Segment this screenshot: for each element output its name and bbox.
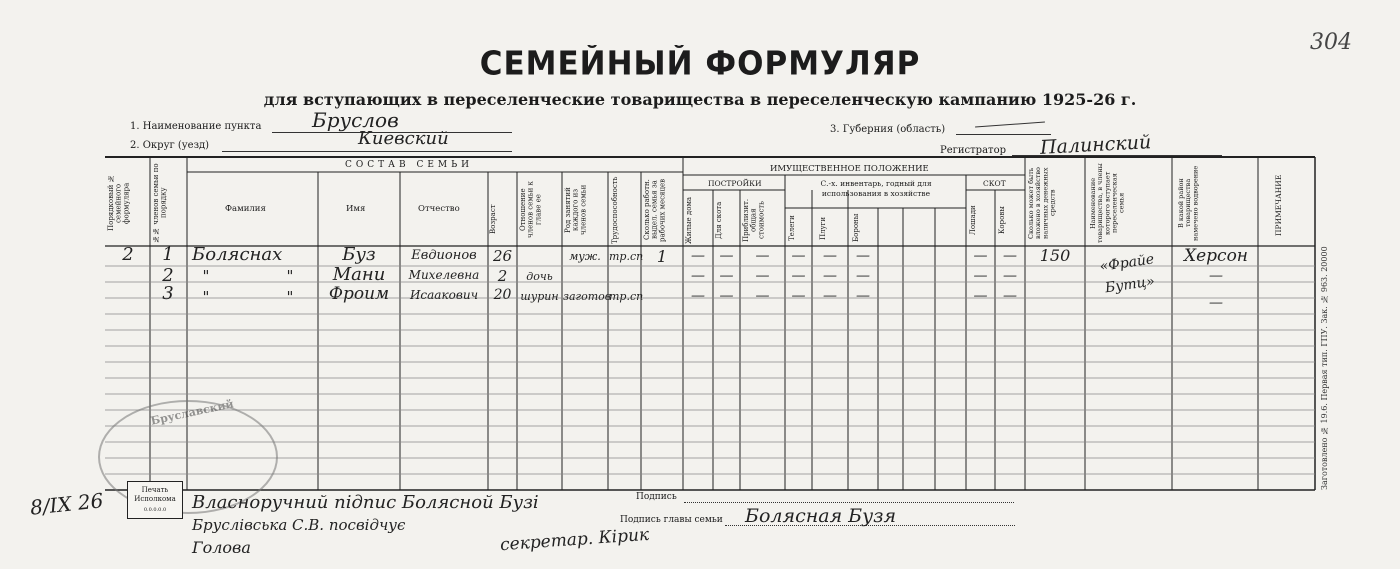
point-label: 1. Наименование пункта bbox=[130, 121, 262, 132]
row2-cattle: — bbox=[719, 268, 734, 284]
header-surname: Фамилия bbox=[225, 204, 266, 214]
okrug-value: Киевский bbox=[358, 128, 449, 149]
row1-age: 26 bbox=[492, 247, 513, 265]
point-value: Бруслов bbox=[312, 108, 399, 132]
inventory-section-header: С.-х. инвентарь, годный для использования в хозяйстве bbox=[820, 179, 932, 198]
row1-cows: — bbox=[1003, 248, 1017, 264]
row2-cows: — bbox=[1003, 268, 1017, 284]
row1-cattle: — bbox=[719, 248, 734, 264]
row3-surname-ditto: " bbox=[202, 288, 210, 306]
row3-age: 20 bbox=[493, 287, 512, 303]
row2-age: 2 bbox=[497, 267, 508, 285]
livestock-section-header: СКОТ bbox=[983, 179, 1006, 188]
row3-surname-ditto-2: " bbox=[286, 288, 294, 306]
row2-horses: — bbox=[973, 268, 988, 284]
row3-name: Фроим bbox=[328, 284, 390, 304]
row2-harrows: — bbox=[856, 268, 870, 284]
form-title: СЕМЕЙНЫЙ ФОРМУЛЯР bbox=[479, 45, 921, 83]
row1-cost: — bbox=[755, 248, 770, 264]
row1-name: Буз bbox=[342, 244, 376, 265]
row3-occupation: заготов bbox=[563, 290, 612, 303]
header-work-capacity: Трудоспособность bbox=[611, 176, 619, 244]
row2-surname-ditto: " bbox=[202, 267, 210, 285]
row1-occupation: муж. bbox=[569, 250, 601, 263]
property-section-header: ИМУЩЕСТВЕННОЕ ПОЛОЖЕНИЕ bbox=[770, 164, 929, 174]
row3-work-capacity: тр.сп bbox=[609, 290, 644, 303]
row1-formular-no: 2 bbox=[122, 244, 134, 265]
row1-surname: Боляснах bbox=[192, 244, 283, 265]
row2-cost: — bbox=[755, 268, 770, 284]
row3-member-no: 3 bbox=[162, 283, 174, 304]
form-subtitle: для вступающих в переселенческие товарищества в переселенческую кампанию 1925-26 г. bbox=[263, 90, 1137, 109]
header-plows: Плуги bbox=[819, 216, 827, 240]
head-signature-value: Болясная Бузя bbox=[745, 505, 897, 527]
row3-horses: — bbox=[973, 288, 988, 304]
row1-funds: 150 bbox=[1039, 246, 1071, 265]
header-work-years: Сколько работн. выдел. семья за рабочих месяцев bbox=[643, 178, 667, 242]
row1-houses: — bbox=[691, 248, 705, 264]
header-horses: Лошади bbox=[969, 205, 977, 235]
seal-code: 0.0.0.0.0 bbox=[143, 507, 167, 514]
header-cows: Коровы bbox=[998, 206, 1006, 234]
header-age: Возраст bbox=[489, 204, 497, 234]
registrar-value: Палинский bbox=[1039, 131, 1152, 159]
stamp-text: Бруславский bbox=[149, 397, 235, 428]
header-formular-no: Порядковый № семейного формуляра bbox=[107, 174, 131, 232]
header-partnership-name: Наименование товарищества, в члены которого вступает переселенческая семья bbox=[1089, 163, 1126, 243]
row1-patronymic: Евдионов bbox=[411, 248, 477, 263]
row3-carts: — bbox=[791, 288, 806, 304]
buildings-section-header: ПОСТРОЙКИ bbox=[708, 179, 762, 188]
seal-box bbox=[127, 481, 183, 519]
header-region: В какой район товарищества намечено водворение bbox=[1177, 165, 1200, 241]
header-approx-cost: Приблизит. общая стоимость bbox=[742, 198, 766, 242]
row2-member-no: 2 bbox=[162, 265, 174, 286]
row1-harrows: — bbox=[856, 248, 870, 264]
row3-houses: — bbox=[691, 288, 705, 304]
okrug-label: 2. Округ (уезд) bbox=[130, 140, 210, 151]
footer-note-line3: Голова bbox=[192, 538, 251, 557]
row2-houses: — bbox=[691, 268, 705, 284]
row1-region: Херсон bbox=[1184, 246, 1248, 266]
header-patronymic: Отчество bbox=[418, 204, 460, 214]
row1-plows: — bbox=[823, 248, 837, 264]
row1-work-years: 1 bbox=[656, 247, 668, 266]
row2-patronymic: Михелевна bbox=[408, 268, 480, 282]
row3-cattle: — bbox=[719, 288, 734, 304]
side-print: Заготовлено № 19.6. Первая тип. ГПУ. Зак. № 963. 20000 bbox=[1320, 246, 1329, 490]
signature-label: Подпись bbox=[636, 492, 677, 502]
page-number: 304 bbox=[1310, 30, 1352, 55]
footer-note-line1: Власноручний підпис Болясной Бузі bbox=[192, 492, 539, 513]
row1-horses: — bbox=[973, 248, 988, 264]
header-houses: Жилые дома bbox=[685, 196, 693, 244]
header-carts: Телеги bbox=[788, 215, 796, 241]
head-signature-label: Подпись главы семьи bbox=[620, 515, 723, 525]
row3-region: — bbox=[1209, 295, 1223, 311]
row1-carts: — bbox=[791, 248, 806, 264]
row2-carts: — bbox=[791, 268, 806, 284]
header-funds: Сколько может быть вложено в хозяйство наличных денежных средств bbox=[1027, 167, 1057, 239]
header-relation: Отношение членов семьи к главе ее bbox=[519, 181, 543, 239]
header-occupation: Род занятий каждого из членов семьи bbox=[564, 184, 588, 236]
row3-cost: — bbox=[755, 288, 770, 304]
header-member-no: №№ членов семьи по порядку bbox=[152, 163, 168, 243]
header-cattle-buildings: Для скота bbox=[715, 201, 723, 239]
row2-plows: — bbox=[823, 268, 837, 284]
row3-patronymic: Исаакович bbox=[409, 288, 479, 302]
footer-date: 8/IX 26 bbox=[28, 488, 105, 520]
header-harrows: Бороны bbox=[852, 213, 860, 243]
footer-secretary: секретар. Кірик bbox=[499, 524, 650, 556]
row3-relation: шурин bbox=[520, 290, 559, 303]
row2-region: — bbox=[1209, 268, 1223, 284]
seal-label: Печать Исполкома bbox=[134, 486, 176, 504]
header-name: Имя bbox=[346, 204, 366, 214]
row1-work-capacity: тр.сп bbox=[609, 250, 644, 263]
row3-cows: — bbox=[1003, 288, 1017, 304]
row2-relation: дочь bbox=[526, 270, 553, 283]
registrar-label: Регистратор bbox=[940, 145, 1007, 156]
header-notes: ПРИМЕЧАНИЕ bbox=[1274, 174, 1283, 236]
row3-plows: — bbox=[823, 288, 837, 304]
row2-name: Мани bbox=[332, 264, 386, 285]
family-section-header: СОСТАВ СЕМЬИ bbox=[345, 160, 474, 170]
footer-note-line2: Бруслівська С.В. посвідчує bbox=[192, 516, 406, 534]
guberniya-label: 3. Губерния (область) bbox=[830, 124, 946, 135]
row3-harrows: — bbox=[856, 288, 870, 304]
signature-underline bbox=[684, 502, 1014, 503]
row1-partnership: «Фрайе Бутц» bbox=[1098, 251, 1156, 297]
row2-surname-ditto-2: " bbox=[286, 267, 294, 285]
row1-member-no: 1 bbox=[162, 244, 174, 265]
